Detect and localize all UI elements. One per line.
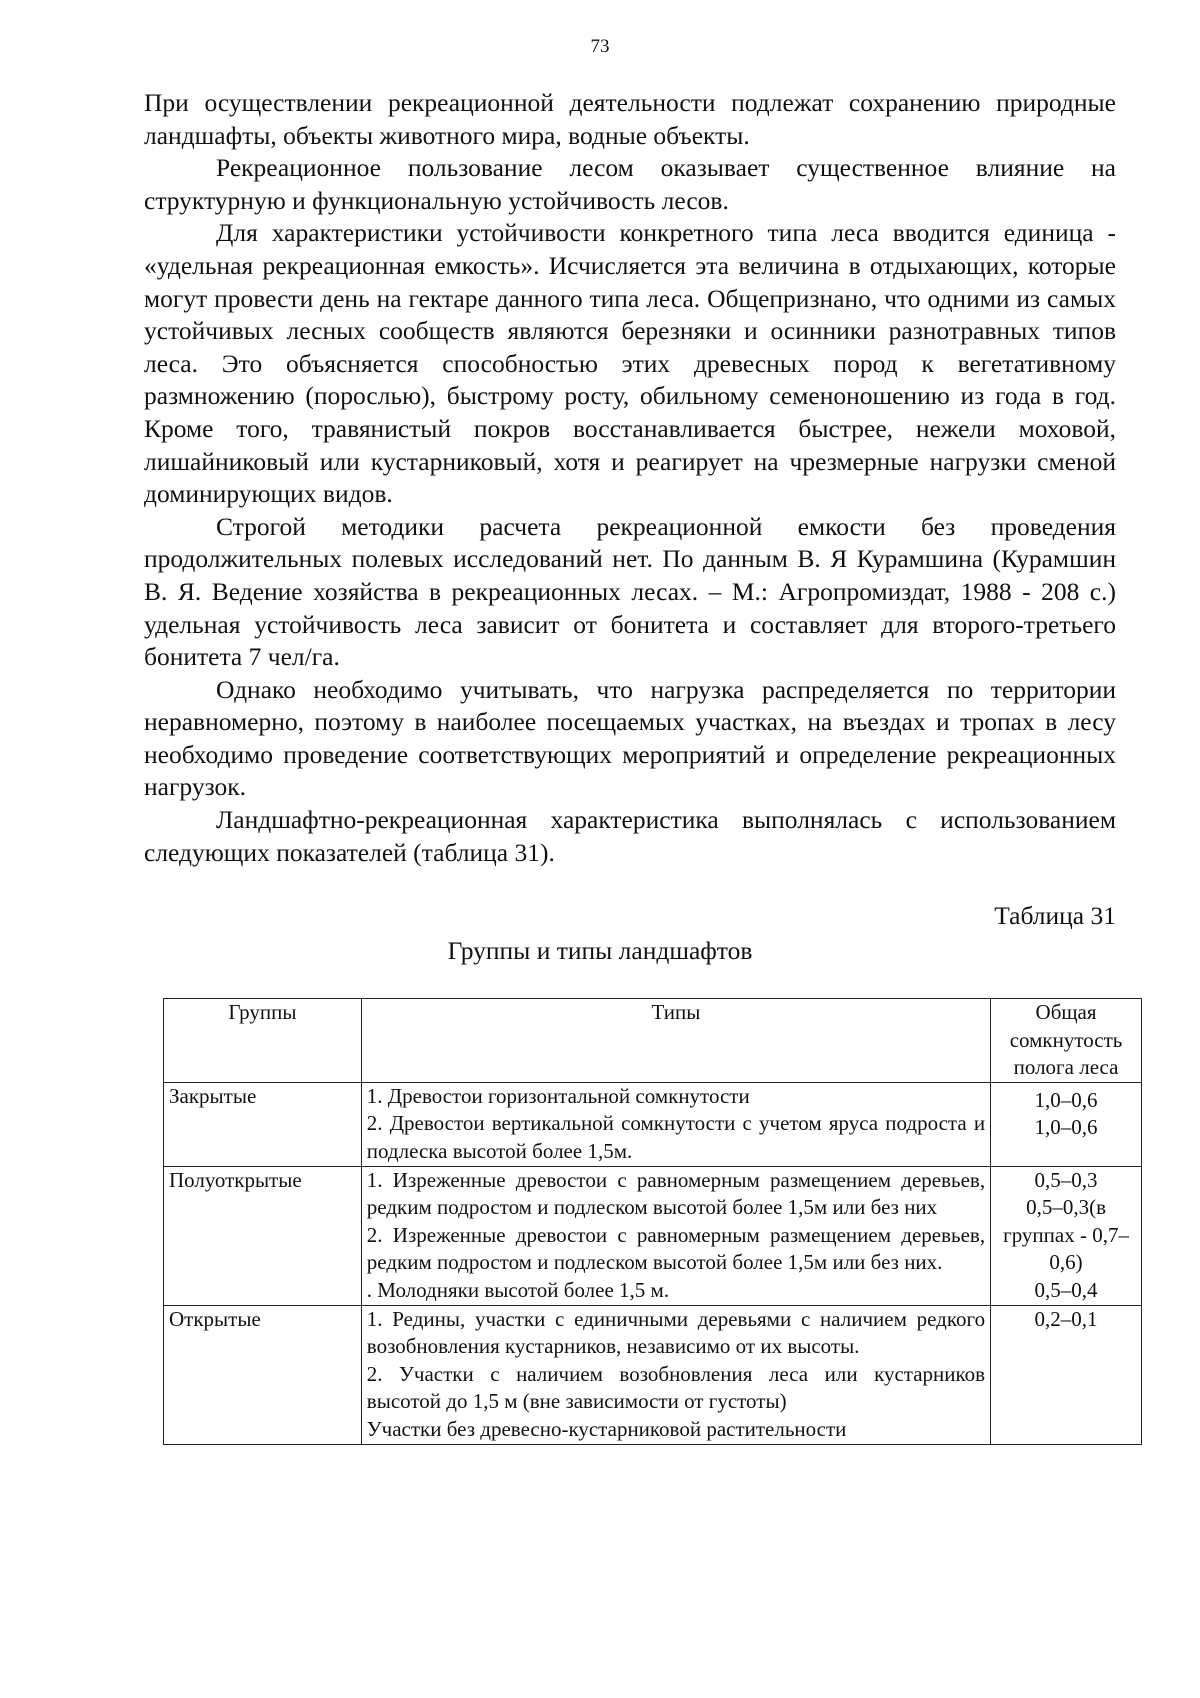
table-row (164, 1305, 1142, 1444)
type-item: 2. Участки с наличием возобновления леса или кустарников высотой до 1,5 м (вне зависимости от густоты) (366, 1361, 986, 1414)
type-item: Участки без древесно-кустарниковой растительности (366, 1416, 847, 1441)
closure-value: 1,0–0,6 (1034, 1115, 1098, 1140)
header-groups: Группы (164, 999, 362, 1083)
closure-value: 0,5–0,4 (1034, 1277, 1098, 1302)
group-cell: Открытые (164, 1305, 362, 1444)
closure-cell (991, 1305, 1142, 1444)
closure-value: 0,5–0,3 (1034, 1167, 1098, 1192)
table-row (164, 1082, 1142, 1166)
types-cell (361, 1082, 990, 1166)
paragraph-2: Рекреационное пользование лесом оказывает существенное влияние на структурную и функциональную устойчивость лесов. (144, 153, 1116, 215)
types-cell (361, 1166, 990, 1305)
page-number: 73 (590, 36, 610, 57)
closure-cell (991, 1166, 1142, 1305)
table-row (164, 1166, 1142, 1305)
closure-value: 0,2–0,1 (1034, 1306, 1098, 1331)
table-header-row (164, 999, 1142, 1083)
paragraph-4: Строгой методики расчета рекреационной емкости без проведения продолжительных полевых исследований нет. По данным В. Я Курамшина (Курамшин В. Я. Ведение хозяйства в рекреационных лесах. – М.: Агропромиздат, 1988 - 208 с.) удельная устойчивость леса зависит от бонитета и составляет для второго-третьего бонитета 7 чел/га. (144, 511, 1116, 672)
group-cell: Закрытые (164, 1082, 362, 1166)
type-item: 1. Изреженные древостои с равномерным размещением деревьев, редким подростом и подлеском высотой более 1,5м или без них (366, 1167, 986, 1220)
header-types: Типы (361, 999, 990, 1083)
group-cell: Полуоткрытые (164, 1166, 362, 1305)
type-item: 2. Изреженные древостои с равномерным размещением деревьев, редким подростом и подлеском высотой более 1,5м или без них. (366, 1222, 986, 1275)
paragraph-5: Однако необходимо учитывать, что нагрузка распределяется по территории неравномерно, поэтому в наиболее посещаемых участках, на въездах и тропах в лесу необходимо проведение соответствующих мероприятий и определение рекреационных нагрузок. (144, 674, 1116, 802)
type-item: 1. Древостои горизонтальной сомкнутости (366, 1083, 750, 1108)
body-text (144, 87, 1116, 869)
table-title: Группы и типы ландшафтов (447, 936, 753, 965)
closure-value: 0,5–0,3(в группах - 0,7–0,6) (1003, 1195, 1129, 1275)
table-number-label: Таблица 31 (994, 901, 1116, 930)
closure-cell (991, 1082, 1142, 1166)
landscape-groups-table (163, 998, 1142, 1445)
type-item: 1. Редины, участки с единичными деревьями с наличием редкого возобновления кустарников, независимо от их высоты. (366, 1306, 986, 1359)
paragraph-6: Ландшафтно-рекреационная характеристика выполнялась с использованием следующих показателей (таблица 31). (144, 805, 1116, 867)
paragraph-3: Для характеристики устойчивости конкретного типа леса вводится единица - «удельная рекреационная емкость». Исчисляется эта величина в отдыхающих, которые могут провести день на гектаре данного типа леса. Общепризнано, что одними из самых устойчивых лесных сообществ являются березняки и осинники разнотравных типов леса. Это объясняется способностью этих древесных пород к вегетативному размножению (порослью), быстрому росту, обильному семеноношению из года в год. Кроме того, травянистый покров восстанавливается быстрее, нежели моховой, лишайниковый или кустарниковый, хотя и реагирует на чрезмерные нагрузки сменой доминирующих видов. (144, 218, 1116, 509)
type-item: 2. Древостои вертикальной сомкнутости с учетом яруса подроста и подлеска высотой более 1,5м. (366, 1111, 986, 1163)
header-closure: Общая сомкнутость полога леса (991, 999, 1142, 1083)
type-item: . Молодняки высотой более 1,5 м. (366, 1277, 670, 1302)
paragraph-1: При осуществлении рекреационной деятельности подлежат сохранению природные ландшафты, объекты животного мира, водные объекты. (144, 88, 1116, 150)
closure-value: 1,0–0,6 (1034, 1087, 1098, 1112)
types-cell (361, 1305, 990, 1444)
